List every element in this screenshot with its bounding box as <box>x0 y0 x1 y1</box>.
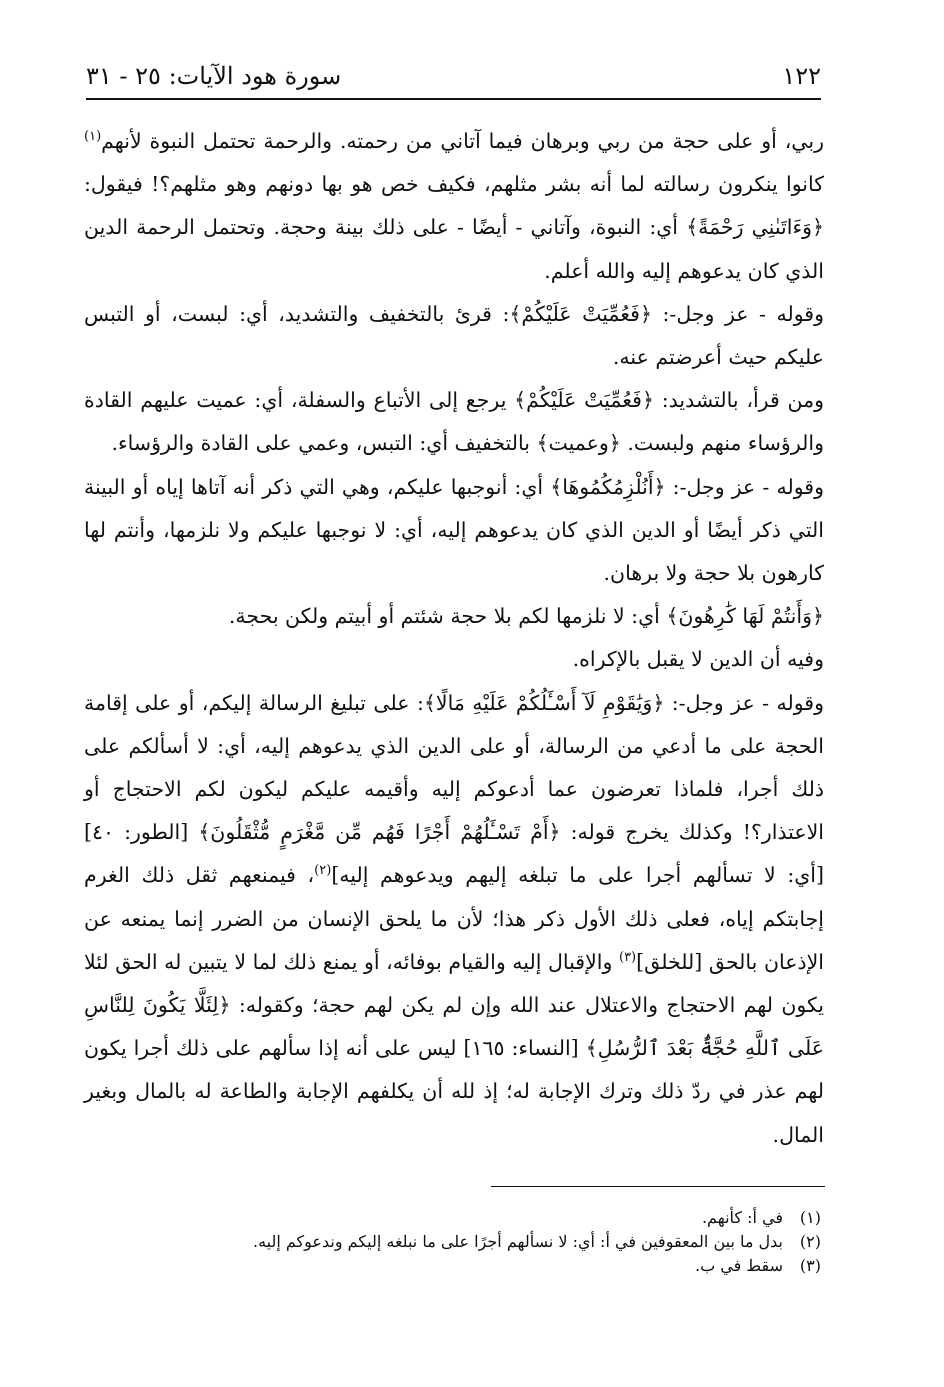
text-run: أي: أنوجبها عليكم، وهي التي ذكر أنه آتاها إياه أو البينة التي ذكر أيضًا أو الدين الذي كان يدعوهم إليه، أي: لا نوجبها عليكم ولا نلزمها، وأنتم لها كارهون بلا حجة ولا برهان. <box>84 474 824 586</box>
quran-quote: ﴿فَعُمِّيَتْ عَلَيْكُمْ﴾ <box>509 301 652 326</box>
text-run: يرجع إلى الأتباع والسفلة، أي: عميت عليهم القادة والرؤساء منهم ولبست. <box>84 388 824 456</box>
quran-quote: ﴿أَمْ تَسْـَٔلُهُمْ أَجْرًا فَهُم مِّن مَّغْرَمٍ مُّثْقَلُونَ﴾ <box>198 820 561 845</box>
footnote-number: (٢) <box>799 1232 821 1251</box>
paragraph <box>84 638 824 681</box>
quran-quote: ﴿لِئَلَّا يَكُونَ لِلنَّاسِ عَلَى ٱللَّهِ حُجَّةٌۢ بَعْدَ ٱلرُّسُلِ﴾ <box>84 993 824 1061</box>
quran-quote: ﴿وَأَنتُمْ لَهَا كَٰرِهُونَ﴾ <box>666 604 824 629</box>
text-run: بالتخفيف أي: التبس، وعمي على القادة والرؤساء. <box>111 431 537 456</box>
running-title: سورة هود الآيات: ٢٥ - ٣١ <box>86 62 342 90</box>
text-run: : قرئ بالتخفيف والتشديد، أي: لبست، أو التبس عليكم حيث أعرضتم عنه. <box>84 301 824 370</box>
paragraph <box>84 595 824 638</box>
text-run: والإقبال إليه والقيام بوفائه، أو يمنع ذلك لما لا يتبين له الحق لئلا يكون لهم الاحتجاج والاعتلال عند الله وإن لم يكن لهم حجة؛ وكقوله: <box>84 949 825 1018</box>
text-run: ، فيمنعهم ثقل ذلك الغرم إجابتكم إياه، فعلى ذلك الأول ذكر هذا؛ لأن ما يلحق الإنسان من الضرر إنما يمنعه عن الإذعان بالحق [للخلق] <box>84 863 824 974</box>
text-run: ومن قرأ، بالتشديد: <box>654 388 825 413</box>
quran-quote: ﴿وَءَاتَىٰنِي رَحْمَةً﴾ <box>686 215 824 240</box>
footnote-text: في أ: كأنهم. <box>701 1208 783 1227</box>
main-text <box>84 120 824 1157</box>
quran-quote: ﴿وعميت﴾ <box>536 431 621 456</box>
footnote-reference: (٢) <box>314 863 332 879</box>
quran-quote: ﴿فَعُمِّيَتْ عَلَيْكُمْ﴾ <box>514 388 654 413</box>
text-run: وقوله - عز وجل-: <box>665 474 824 499</box>
text-run: ربي، أو على حجة من ربي وبرهان فيما آتاني من رحمته. والرحمة تحتمل النبوة لأنهم <box>101 129 824 153</box>
text-run: كانوا ينكرون رسالته لما أنه بشر مثلهم، فكيف خص هو بها دونهم وهو مثلهم؟! فيقول: <box>84 172 824 197</box>
paragraph <box>84 682 824 1157</box>
text-run: [النساء: ١٦٥] ليس على أنه إذا سألهم على ذلك أجرا يكون لهم عذر في ردّ ذلك وترك الإجابة له؛ إذ لله أن يكلفهم الإجابة والطاعة له بالمال وبغير المال. <box>84 1036 824 1147</box>
text-run: وقوله - عز وجل-: <box>651 301 824 326</box>
paragraph <box>84 379 824 465</box>
footnote <box>86 1254 821 1278</box>
footnote <box>86 1230 821 1254</box>
quran-quote: ﴿أَنُلْزِمُكُمُوهَا﴾ <box>550 474 666 499</box>
footnote-reference: (١) <box>84 129 102 145</box>
footnote-number: (٣) <box>799 1256 821 1275</box>
text-run: أي: النبوة، وآتاني - أيضًا - على ذلك بينة وحجة. وتحتمل الرحمة الدين الذي كان يدعوهم إليه والله أعلم. <box>84 215 824 283</box>
text-run: [الطور: ٤٠] [أي: لا تسألهم أجرا على ما تبلغه إليهم ويدعوهم إليه] <box>84 820 824 888</box>
footnote-reference: (٣) <box>618 950 637 966</box>
paragraph <box>84 293 824 379</box>
paragraph <box>84 466 824 596</box>
footnote-text: سقط في ب. <box>695 1256 783 1275</box>
page-number: ١٢٢ <box>782 62 821 90</box>
footnote-number: (١) <box>799 1208 821 1227</box>
quran-quote: ﴿وَيَٰقَوْمِ لَآ أَسْـَٔلُكُمْ عَلَيْهِ مَالًا﴾ <box>423 690 665 715</box>
text-run: وفيه أن الدين لا يقبل بالإكراه. <box>572 647 824 672</box>
page-header <box>86 58 821 100</box>
footnotes <box>86 1206 821 1278</box>
text-run: أي: لا نلزمها لكم بلا حجة شئتم أو أبيتم ولكن بحجة. <box>228 604 667 629</box>
text-run: وقوله - عز وجل-: <box>664 690 825 715</box>
footnote <box>86 1206 821 1230</box>
footnote-divider <box>491 1186 825 1187</box>
paragraph <box>84 120 824 293</box>
text-run: : على تبليغ الرسالة إليكم، أو على إقامة الحجة على ما أدعي من الرسالة، أو على الدين الذي يدعوهم إليه، أي: لا أسألكم على ذلك أجرا، فلماذا تعرضون عما أدعوكم إليه وأقيمه عليكم ليكون لكم الاحتجاج أو الاعتذار؟! وكذلك يخرج قوله: <box>84 690 824 845</box>
footnote-text: بدل ما بين المعقوفين في أ: أي: لا نسألهم أجرًا على ما نبلغه إليكم وندعوكم إليه. <box>253 1232 783 1251</box>
